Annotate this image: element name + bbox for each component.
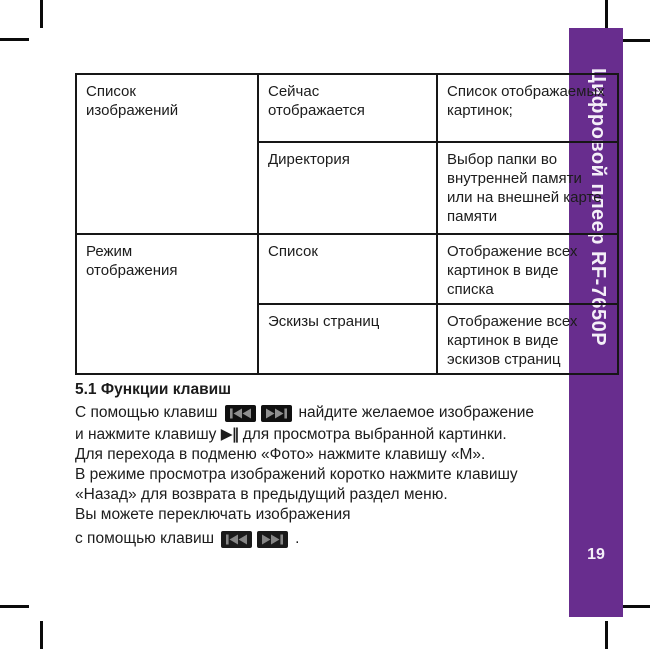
text-line-1: С помощью клавиш найдите желаемое изображение [75,404,535,421]
sidebar-title: Цифровой плеер RF-7650P [587,68,609,347]
crop-mark-top-left-horizontal [0,38,29,41]
table-cell-list-desc: Отображение всех картинок в виде списка [437,234,618,304]
crop-mark-bottom-right-vertical [605,621,608,649]
table-cell-now-displayed-desc: Список отображаемых картинок; [437,74,618,142]
skip-back-icon [221,531,252,548]
photo-menu-table [75,73,619,375]
crop-mark-bottom-right-horizontal [621,605,650,608]
text-line-2: и нажмите клавишу ▶‖ для просмотра выбранной картинки. [75,425,507,443]
skip-forward-icon [261,405,292,422]
table-cell-thumbnails-desc: Отображение всех картинок в виде эскизов страниц [437,304,618,374]
crop-mark-bottom-left-horizontal [0,605,29,608]
text-line-5: «Назад» для возврата в предыдущий раздел меню. [75,486,448,503]
section-heading: 5.1 Функции клавиш [75,381,232,398]
skip-back-icon [225,405,256,422]
table-cell-thumbnails: Эскизы страниц [258,304,437,374]
text-line-6: Вы можете переключать изображения [75,506,351,523]
table-cell-display-mode: Режим отображения [76,234,258,374]
crop-mark-top-right-horizontal [621,39,650,42]
crop-mark-bottom-left-vertical [40,621,43,649]
table-cell-directory: Директория [258,142,437,234]
crop-mark-top-right-vertical [605,0,608,28]
table-cell-directory-desc: Выбор папки во внутренней памяти или на внешней карте памяти [437,142,618,234]
crop-mark-top-left-vertical [40,0,43,28]
page-number: 19 [587,546,605,563]
play-pause-icon: ▶‖ [220,425,239,443]
table-cell-now-displayed: Сейчас отображается [258,74,437,142]
section-key-functions [75,380,615,550]
skip-forward-icon [257,531,288,548]
text-line-7: с помощью клавиш . [75,530,300,547]
table-cell-list: Список [258,234,437,304]
table-cell-image-list: Список изображений [76,74,258,234]
text-line-3: Для перехода в подменю «Фото» нажмите клавишу «М». [75,446,486,463]
text-line-4: В режиме просмотра изображений коротко нажмите клавишу [75,466,518,483]
